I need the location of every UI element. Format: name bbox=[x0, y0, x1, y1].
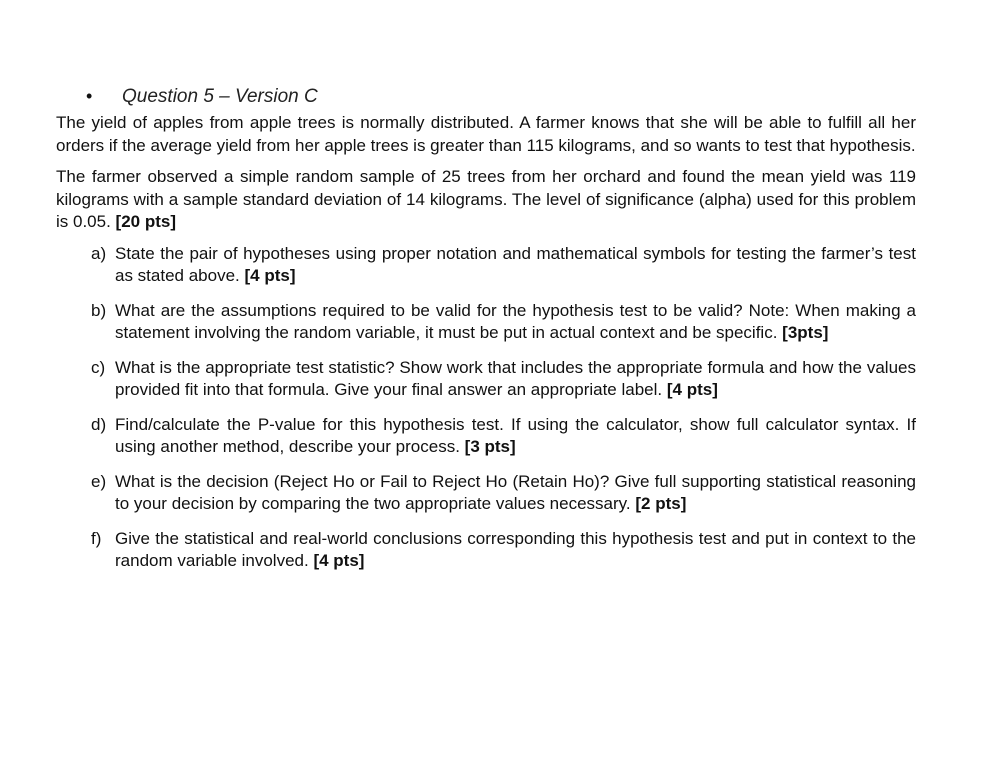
sub-question-points: [2 pts] bbox=[635, 494, 687, 513]
intro-paragraph-text: The yield of apples from apple trees is normally distributed. A farmer knows that she will be able to fulfill all her orders if the average yield from her apple trees is greater than 115 kilograms, and so wants to test that hypothesis. bbox=[56, 113, 916, 155]
sub-question-b bbox=[56, 300, 916, 345]
sub-question-e bbox=[56, 471, 916, 516]
sub-question-points: [3pts] bbox=[782, 323, 829, 342]
sub-question-text: What are the assumptions required to be valid for the hypothesis test to be valid? Note: When making a statement involving the random variable, it must be put in actual context and be specific. bbox=[115, 300, 916, 342]
total-points: [20 pts] bbox=[115, 212, 177, 231]
intro-paragraph bbox=[56, 112, 916, 157]
sub-question-f bbox=[56, 528, 916, 573]
sub-question-marker: b) bbox=[91, 300, 107, 320]
data-paragraph bbox=[56, 166, 916, 234]
sub-question-points: [3 pts] bbox=[464, 437, 516, 456]
sub-question-d bbox=[56, 414, 916, 459]
question-heading: Question 5 – Version C bbox=[122, 86, 318, 107]
sub-question-c bbox=[56, 357, 916, 402]
sub-question-points: [4 pts] bbox=[244, 266, 296, 285]
sub-question-text: What is the appropriate test statistic? Show work that includes the appropriate formula and how the values provided fit into that formula. Give your final answer an appropriate label. bbox=[115, 357, 916, 399]
sub-question-marker: d) bbox=[91, 414, 107, 434]
sub-question-a bbox=[56, 243, 916, 288]
sub-question-points: [4 pts] bbox=[666, 380, 718, 399]
question-document bbox=[56, 86, 916, 585]
question-heading-row bbox=[56, 86, 916, 112]
sub-question-text: State the pair of hypotheses using proper notation and mathematical symbols for testing the farmer’s test as stated above. bbox=[115, 243, 916, 285]
sub-question-points: [4 pts] bbox=[313, 551, 365, 570]
data-paragraph-text: The farmer observed a simple random sample of 25 trees from her orchard and found the mean yield was 119 kilograms with a sample standard deviation of 14 kilograms. The level of significance (alpha) used for this problem is 0.05. bbox=[56, 167, 916, 231]
sub-question-list bbox=[56, 243, 916, 573]
sub-question-text: Find/calculate the P-value for this hypothesis test. If using the calculator, show full calculator syntax. If using another method, describe your process. bbox=[115, 414, 916, 456]
sub-question-text: Give the statistical and real-world conclusions corresponding this hypothesis test and put in context to the random variable involved. bbox=[115, 528, 916, 570]
sub-question-marker: a) bbox=[91, 243, 107, 263]
sub-question-marker: f) bbox=[91, 528, 102, 548]
sub-question-text: What is the decision (Reject Ho or Fail to Reject Ho (Retain Ho)? Give full supporting statistical reasoning to your decision by comparing the two appropriate values necessary. bbox=[115, 471, 916, 513]
sub-question-marker: e) bbox=[91, 471, 107, 491]
sub-question-marker: c) bbox=[91, 357, 106, 377]
bullet-icon: • bbox=[86, 86, 93, 106]
